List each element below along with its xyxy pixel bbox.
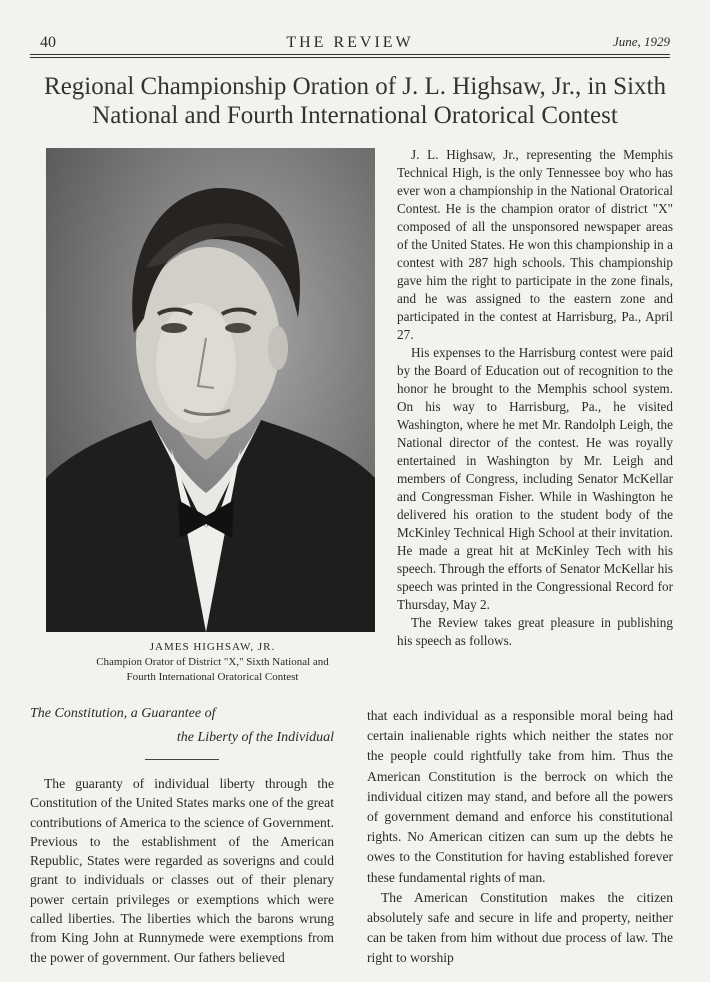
speech-paragraph-2: The American Constitution makes the citizen absolutely safe and secure in life and property, neither can be taken from him without due process of law. The right to worship	[367, 889, 673, 966]
issue-date: June, 1929	[612, 34, 670, 49]
article-title: Regional Championship Oration of J. L. Highsaw, Jr., in Sixth National and Fourth International Oratorical Contest	[44, 73, 666, 129]
caption-name: JAMES HIGHSAW, JR.	[149, 641, 276, 653]
speech-paragraph-1: The guaranty of individual liberty through the Constitution of the United States marks one of the great contributions of America to the science of Government. Previous to the establishment of the American Republic, States were regarded as soverigns and could grant to individuals or classes out of their plenary power certain privileges or exemptions which were called liberties. The liberties which the barons wrung from King John at Runnymede were exemptions from the power of government. Our fathers believed	[30, 776, 334, 965]
section-divider	[145, 759, 219, 760]
masthead: THE REVIEW	[286, 34, 414, 51]
speech-right-column	[367, 706, 673, 969]
page-number: 40	[40, 34, 56, 51]
caption-line-3: Fourth International Oratorical Contest	[126, 671, 299, 683]
header-rule-top	[30, 54, 670, 55]
portrait-drawing	[46, 148, 375, 632]
speech-paragraph-1-continued: that each individual as a responsible moral being had certain inalienable rights which neither the states nor the people could rightfully take from him. Thus the American Constitution is the berrock on which the individual citizen may stand, and before all the powers of government demand and enforce his constitutional rights. No American citizen can sum up the debts he owes to the Constitution for having established forever these fundamental rights of man.	[367, 708, 673, 885]
speech-subtitle-line-2: the Liberty of the Individual	[176, 730, 334, 745]
intro-column	[397, 146, 673, 650]
photo-caption	[40, 640, 385, 685]
speech-subtitle-line-1: The Constitution, a Guarantee of	[30, 706, 216, 721]
intro-paragraph-2: His expenses to the Harrisburg contest were paid by the Board of Education out of recognition to the honor he brought to the Memphis school system. On his way to Harrisburg, Pa., he visited Washington, where he met Mr. Randolph Leigh, the National director of the contest. He was royally entertained in Washington by Mr. Leigh and members of Congress, including Senator McKellar and Congressman Fisher. While in Washington he delivered his oration to the student body of the McKinley Technical High School at their invitation. He made a great hit at McKinley Tech with his speech. Through the efforts of Senator McKellar his speech was printed in the Congressional Record for Thursday, May 2.	[397, 345, 673, 612]
speech-subtitle	[30, 702, 334, 750]
running-header	[30, 34, 670, 54]
header-rule-bottom	[30, 57, 670, 58]
speech-left-column	[30, 702, 334, 967]
intro-paragraph-1: J. L. Highsaw, Jr., representing the Memphis Technical High, is the only Tennessee boy who has ever won a championship in the National Oratorical Contest. He is the champion orator of district "X" composed of all the unsponsored newspaper areas of the United States. He won this championship in a contest with 287 high schools. This championship gave him the right to participate in the zone finals, and he was assigned to the eastern zone and participated in the contest at Harrisburg, Pa., April 27.	[397, 147, 673, 342]
caption-line-2: Champion Orator of District "X," Sixth National and	[96, 656, 329, 668]
portrait-photo	[46, 148, 375, 632]
intro-paragraph-3: The Review takes great pleasure in publishing his speech as follows.	[397, 615, 673, 648]
